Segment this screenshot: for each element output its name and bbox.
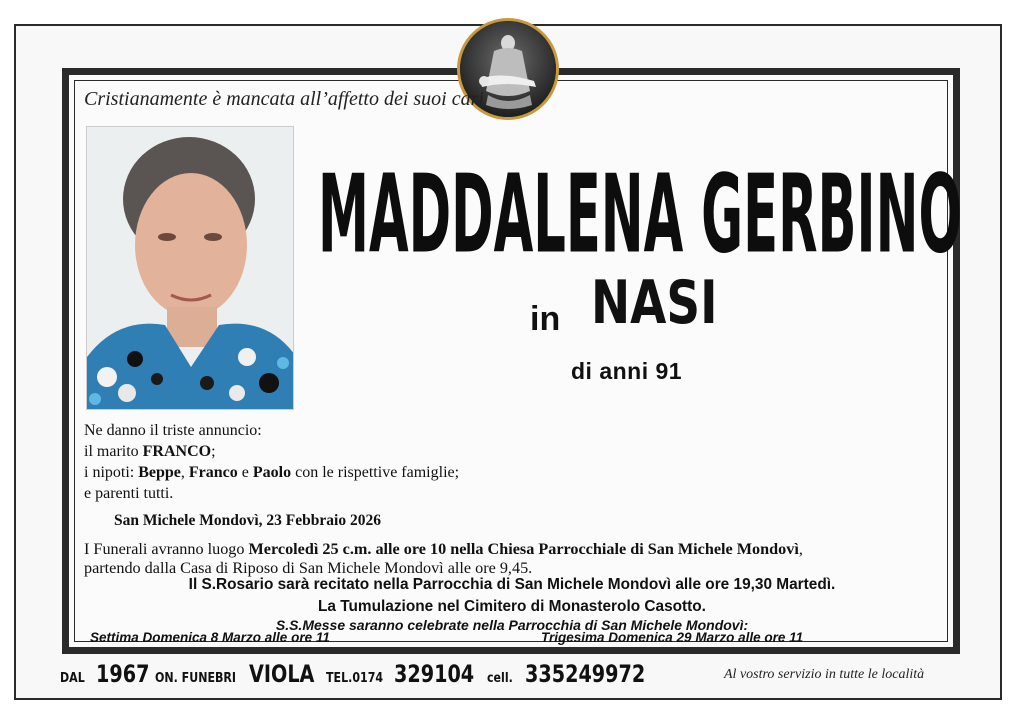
husband-name: FRANCO [142, 443, 212, 460]
footer-tel-number: 329104 [393, 660, 475, 688]
tagline: Cristianamente è mancata all’affetto dei suoi cari [84, 88, 484, 110]
mass-seventh: Settima Domenica 8 Marzo alle ore 11 [90, 630, 330, 645]
married-name: NASI [591, 268, 718, 338]
footer-cell-label: cell. [487, 671, 514, 686]
footer-service: Al vostro servizio in tutte le località [724, 667, 925, 682]
footer-of-label: ON. FUNEBRI [155, 671, 237, 686]
mass-thirtieth: Trigesima Domenica 29 Marzo alle ore 11 [541, 630, 804, 645]
funeral-info [84, 540, 954, 578]
footer-year: 1967 [95, 660, 150, 688]
married-prefix: in [530, 300, 561, 338]
place-date: San Michele Mondovì, 23 Febbraio 2026 [114, 512, 381, 529]
announcement-intro: Ne danno il triste annuncio: [84, 422, 262, 439]
announcement [84, 420, 459, 504]
announcement-grandchildren: i nipoti: Beppe, Franco e Paolo con le rispettive famiglie; [84, 464, 460, 481]
footer-company: VIOLA [248, 660, 315, 688]
portrait-photo [86, 126, 294, 410]
rosario-info: Il S.Rosario sarà recitato nella Parrocchia di San Michele Mondovì alle ore 19,30 Martedì. [188, 576, 836, 593]
age: di anni 91 [571, 358, 683, 384]
burial-info: La Tumulazione nel Cimitero di Monasterolo Casotto. [318, 598, 706, 615]
announcement-husband: il marito FRANCO; [84, 443, 216, 460]
footer-dal: DAL [60, 671, 85, 686]
deceased-name-text: MADDALENA GERBINO [318, 151, 962, 277]
funeral-line-2: partendo dalla Casa di Riposo di San Michele Mondovì alle ore 9,45. [84, 559, 533, 577]
funeral-line-1: I Funerali avranno luogo Mercoledì 25 c.m. alle ore 10 nella Chiesa Parrocchiale di San Michele Mondovì, [84, 540, 803, 558]
footer-cell-number: 335249972 [525, 660, 646, 688]
footer-tel-label: TEL.0174 [326, 671, 384, 686]
deceased-name [318, 142, 962, 288]
masses-intro: S.S.Messe saranno celebrate nella Parrocchia di San Michele Mondovì: [275, 617, 749, 633]
funeral-home-footer [60, 660, 655, 690]
announcement-others: e parenti tutti. [84, 485, 174, 502]
